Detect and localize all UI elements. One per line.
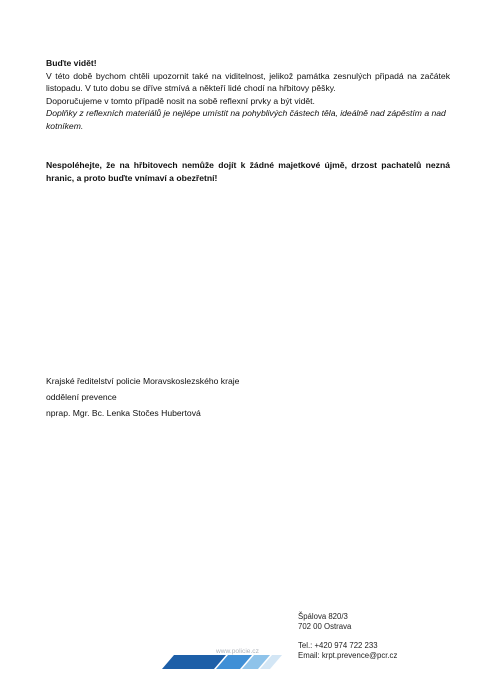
street-address: Špálova 820/3 <box>298 612 348 621</box>
intro-paragraph: V této době bychom chtěli upozornit také na viditelnost, jelikož památka zesnulých připadá na začátek listopadu. V tuto dobu se dříve stmívá a někteří lidé chodí na hřbitovy pěšky. <box>46 70 450 94</box>
police-stripe-logo <box>160 655 284 669</box>
contact-address-block <box>298 612 397 661</box>
recommendation-text: Doporučujeme v tomto případě nosit na sobě reflexní prvky a být vidět. <box>46 95 315 106</box>
signature-block <box>46 373 239 421</box>
reflective-tip-text: Doplňky z reflexních materiálů je nejlépe umístit na pohyblivých částech těla, ideálně nad zápěstím a nad kotníkem. <box>46 108 446 131</box>
organization-name: Krajské ředitelství policie Moravskoslezského kraje <box>46 376 240 386</box>
department-name: oddělení prevence <box>46 392 117 402</box>
visibility-section <box>46 57 450 133</box>
section-heading: Buďte vidět! <box>46 58 97 68</box>
stripe-dark <box>162 655 226 669</box>
author-name: nprap. Mgr. Bc. Lenka Stočes Hubertová <box>46 408 201 418</box>
email-address: Email: krpt.prevence@pcr.cz <box>298 651 398 660</box>
city-address: 702 00 Ostrava <box>298 622 352 631</box>
website-url: www.policie.cz <box>216 648 259 655</box>
theft-warning-paragraph: Nespoléhejte, že na hřbitovech nemůže dojít k žádné majetkové újmě, drzost pachatelů nezná hranic, a proto buďte vnímaví a obezřetní! <box>46 160 450 183</box>
phone-number: Tel.: +420 974 722 233 <box>298 641 378 650</box>
